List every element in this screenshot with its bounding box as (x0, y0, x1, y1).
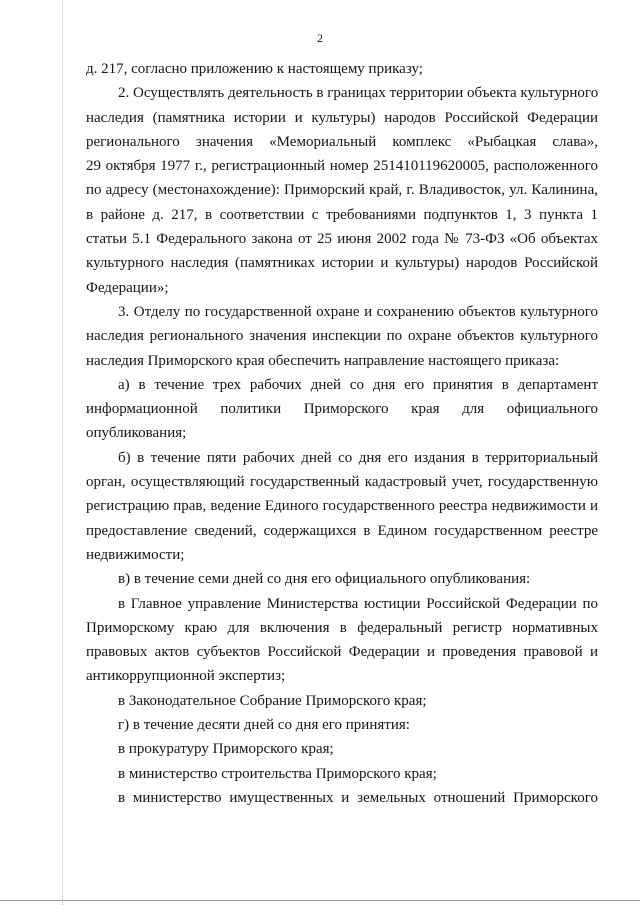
text-line: орган, осуществляющий государственный кадастровый учет, государственную (86, 474, 598, 491)
text-line: культурного наследия (памятниках истории и культуры) народов Российской (86, 255, 598, 272)
text-line: правовых актов субъектов Российской Федерации и проведения правовой и (86, 644, 598, 661)
page-number: 2 (317, 31, 323, 45)
text-line: в Главное управление Министерства юстиции Российской Федерации по (118, 595, 598, 612)
text-line: наследия (памятника истории и культуры) народов Российской Федерации (86, 109, 598, 126)
paragraph (86, 737, 598, 761)
paragraph (86, 446, 598, 567)
text-line: Приморскому краю для включения в федеральный регистр нормативных (86, 619, 598, 636)
text-line: г) в течение десяти дней со дня его принятия: (118, 717, 410, 734)
paragraph (86, 300, 598, 373)
paragraph (86, 57, 598, 81)
text-line: в прокуратуру Приморского края; (118, 741, 334, 758)
text-line: предоставление сведений, содержащихся в Едином государственном реестре (86, 522, 598, 539)
text-line: в министерство имущественных и земельных отношений Приморского (118, 789, 598, 806)
text-line: а) в течение трех рабочих дней со дня его принятия в департамент (118, 376, 598, 393)
text-line: наследия регионального значения инспекции по охране объектов культурного (86, 328, 598, 345)
paragraph (86, 786, 598, 810)
paragraph (86, 567, 598, 591)
text-line: статьи 5.1 Федерального закона от 25 июня 2002 года № 73-ФЗ «Об объектах (86, 231, 598, 248)
scan-edge-left (62, 0, 63, 905)
paragraph (86, 592, 598, 689)
text-line: регионального значения «Мемориальный комплекс «Рыбацкая слава», (86, 133, 598, 150)
text-line: д. 217, согласно приложению к настоящему приказу; (86, 61, 423, 77)
text-line: недвижимости; (86, 546, 185, 563)
text-line: б) в течение пяти рабочих дней со дня его издания в территориальный (118, 449, 598, 466)
text-line: в министерство строительства Приморского края; (118, 765, 437, 782)
text-line: в) в течение семи дней со дня его официального опубликования: (118, 571, 531, 588)
text-line: по адресу (местонахождение): Приморский край, г. Владивосток, ул. Калинина, (86, 182, 598, 199)
scan-edge-bottom (0, 900, 640, 901)
document-body (86, 57, 598, 810)
text-line: антикоррупционной экспертиз; (86, 668, 286, 685)
text-line: наследия Приморского края обеспечить направление настоящего приказа: (86, 352, 560, 369)
text-line: 2. Осуществлять деятельность в границах территории объекта культурного (118, 85, 599, 102)
text-line: опубликования; (86, 425, 187, 442)
text-line: информационной политики Приморского края для официального (86, 401, 598, 418)
text-line: в Законодательное Собрание Приморского края; (118, 692, 427, 709)
paragraph (86, 373, 598, 446)
paragraph (86, 713, 598, 737)
text-line: 3. Отделу по государственной охране и сохранению объектов культурного (118, 303, 598, 320)
text-line: 29 октября 1977 г., регистрационный номер 251410119620005, расположенного (86, 158, 598, 175)
paragraph (86, 81, 598, 300)
paragraph (86, 689, 598, 713)
text-line: в районе д. 217, в соответствии с требованиями подпунктов 1, 3 пункта 1 (86, 206, 598, 223)
paragraph (86, 762, 598, 786)
text-line: регистрацию прав, ведение Единого государственного реестра недвижимости и (86, 498, 598, 515)
text-line: Федерации»; (86, 279, 169, 296)
